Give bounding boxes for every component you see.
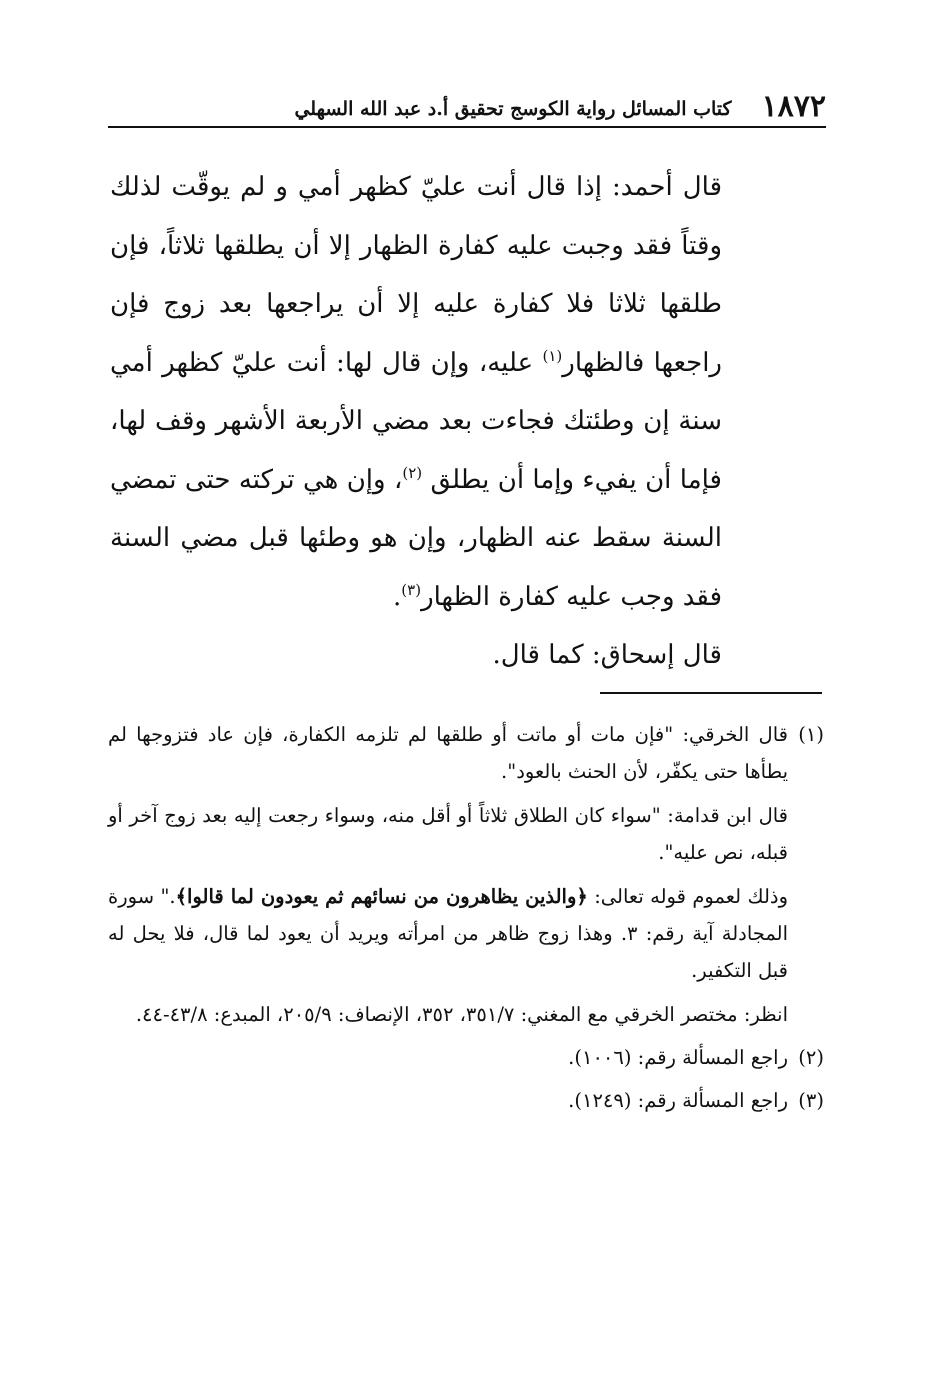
footnote-1 <box>108 716 824 1033</box>
footnote-number: (٢) <box>798 1046 824 1069</box>
quran-verse: ﴿والذين يظاهرون من نسائهم ثم يعودون لما قالوا﴾ <box>175 885 588 908</box>
paragraph-ishaq: قال إسحاق: كما قال. <box>492 640 722 670</box>
footnote-paragraph: قال ابن قدامة: "سواء كان الطلاق ثلاثاً أو أقل منه، وسواء رجعت إليه بعد زوج آخر أو قبله، نص عليه". <box>108 804 788 864</box>
footnote-2 <box>108 1039 824 1076</box>
footnote-body: راجع المسألة رقم: (١٢٤٩). <box>568 1089 788 1112</box>
text-segment: قال أحمد: إذا قال أنت عليّ كظهر أمي و لم يوقّت لذلك وقتاً فقد وجبت عليه كفارة الظهار إلا أن يطلقها ثلاثاً، فإن طلقها ثلاثا فلا كفارة عليه إلا أن يراجعها بعد زوج فإن راجعها فالظهار <box>110 172 722 378</box>
footnote-paragraph: انظر: مختصر الخرقي مع المغني: ٣٥١/٧، ٣٥٢، الإنصاف: ٢٠٥/٩، المبدع: ٤٣/٨-٤٤. <box>135 1003 788 1026</box>
text-segment: ." سورة المجادلة آية رقم: ٣. وهذا زوج ظاهر من امرأته ويريد أن يعود لما قال، فلا يحل له قبل التكفير. <box>108 885 788 982</box>
paragraph-ahmad <box>110 158 722 626</box>
footnotes <box>108 716 824 1119</box>
header-rule <box>108 126 826 128</box>
text-segment: عليه، وإن قال لها: أنت عليّ كظهر أمي سنة إن وطئتك فجاءت بعد مضي الأربعة الأشهر وقف لها، فإما أن يفيء وإما أن يطلق <box>110 347 722 495</box>
footnote-3 <box>108 1082 824 1119</box>
footnote-body <box>108 716 788 1033</box>
footnote-number: (٣) <box>798 1089 824 1112</box>
footnote-rule <box>600 692 822 694</box>
footnote-paragraph <box>108 878 788 989</box>
footnote-ref-2[interactable]: (٢) <box>402 463 423 482</box>
footnote-ref-3[interactable]: (٣) <box>401 580 422 599</box>
text-segment: وذلك لعموم قوله تعالى: <box>587 885 788 908</box>
text-segment: ، وإن هي تركته حتى تمضي السنة سقط عنه الظهار، وإن هو وطئها قبل مضي السنة فقد وجب عليه كفارة الظهار <box>110 464 722 612</box>
footnote-paragraph: قال الخرقي: "فإن مات أو ماتت أو طلقها لم تلزمه الكفارة، فإن عاد فتزوجها لم يطأها حتى يكفّر، لأن الحنث بالعود". <box>108 723 788 783</box>
footnote-ref-1[interactable]: (١) <box>542 346 563 365</box>
page-number: ١٨٧٢ <box>761 89 826 124</box>
text-segment: . <box>393 581 402 612</box>
running-title: كتاب المسائل رواية الكوسج تحقيق أ.د عبد الله السهلي <box>294 98 732 120</box>
footnote-body: راجع المسألة رقم: (١٠٠٦). <box>568 1046 788 1069</box>
main-text <box>110 158 722 685</box>
page-header <box>108 82 826 126</box>
footnote-number: (١) <box>798 723 824 746</box>
